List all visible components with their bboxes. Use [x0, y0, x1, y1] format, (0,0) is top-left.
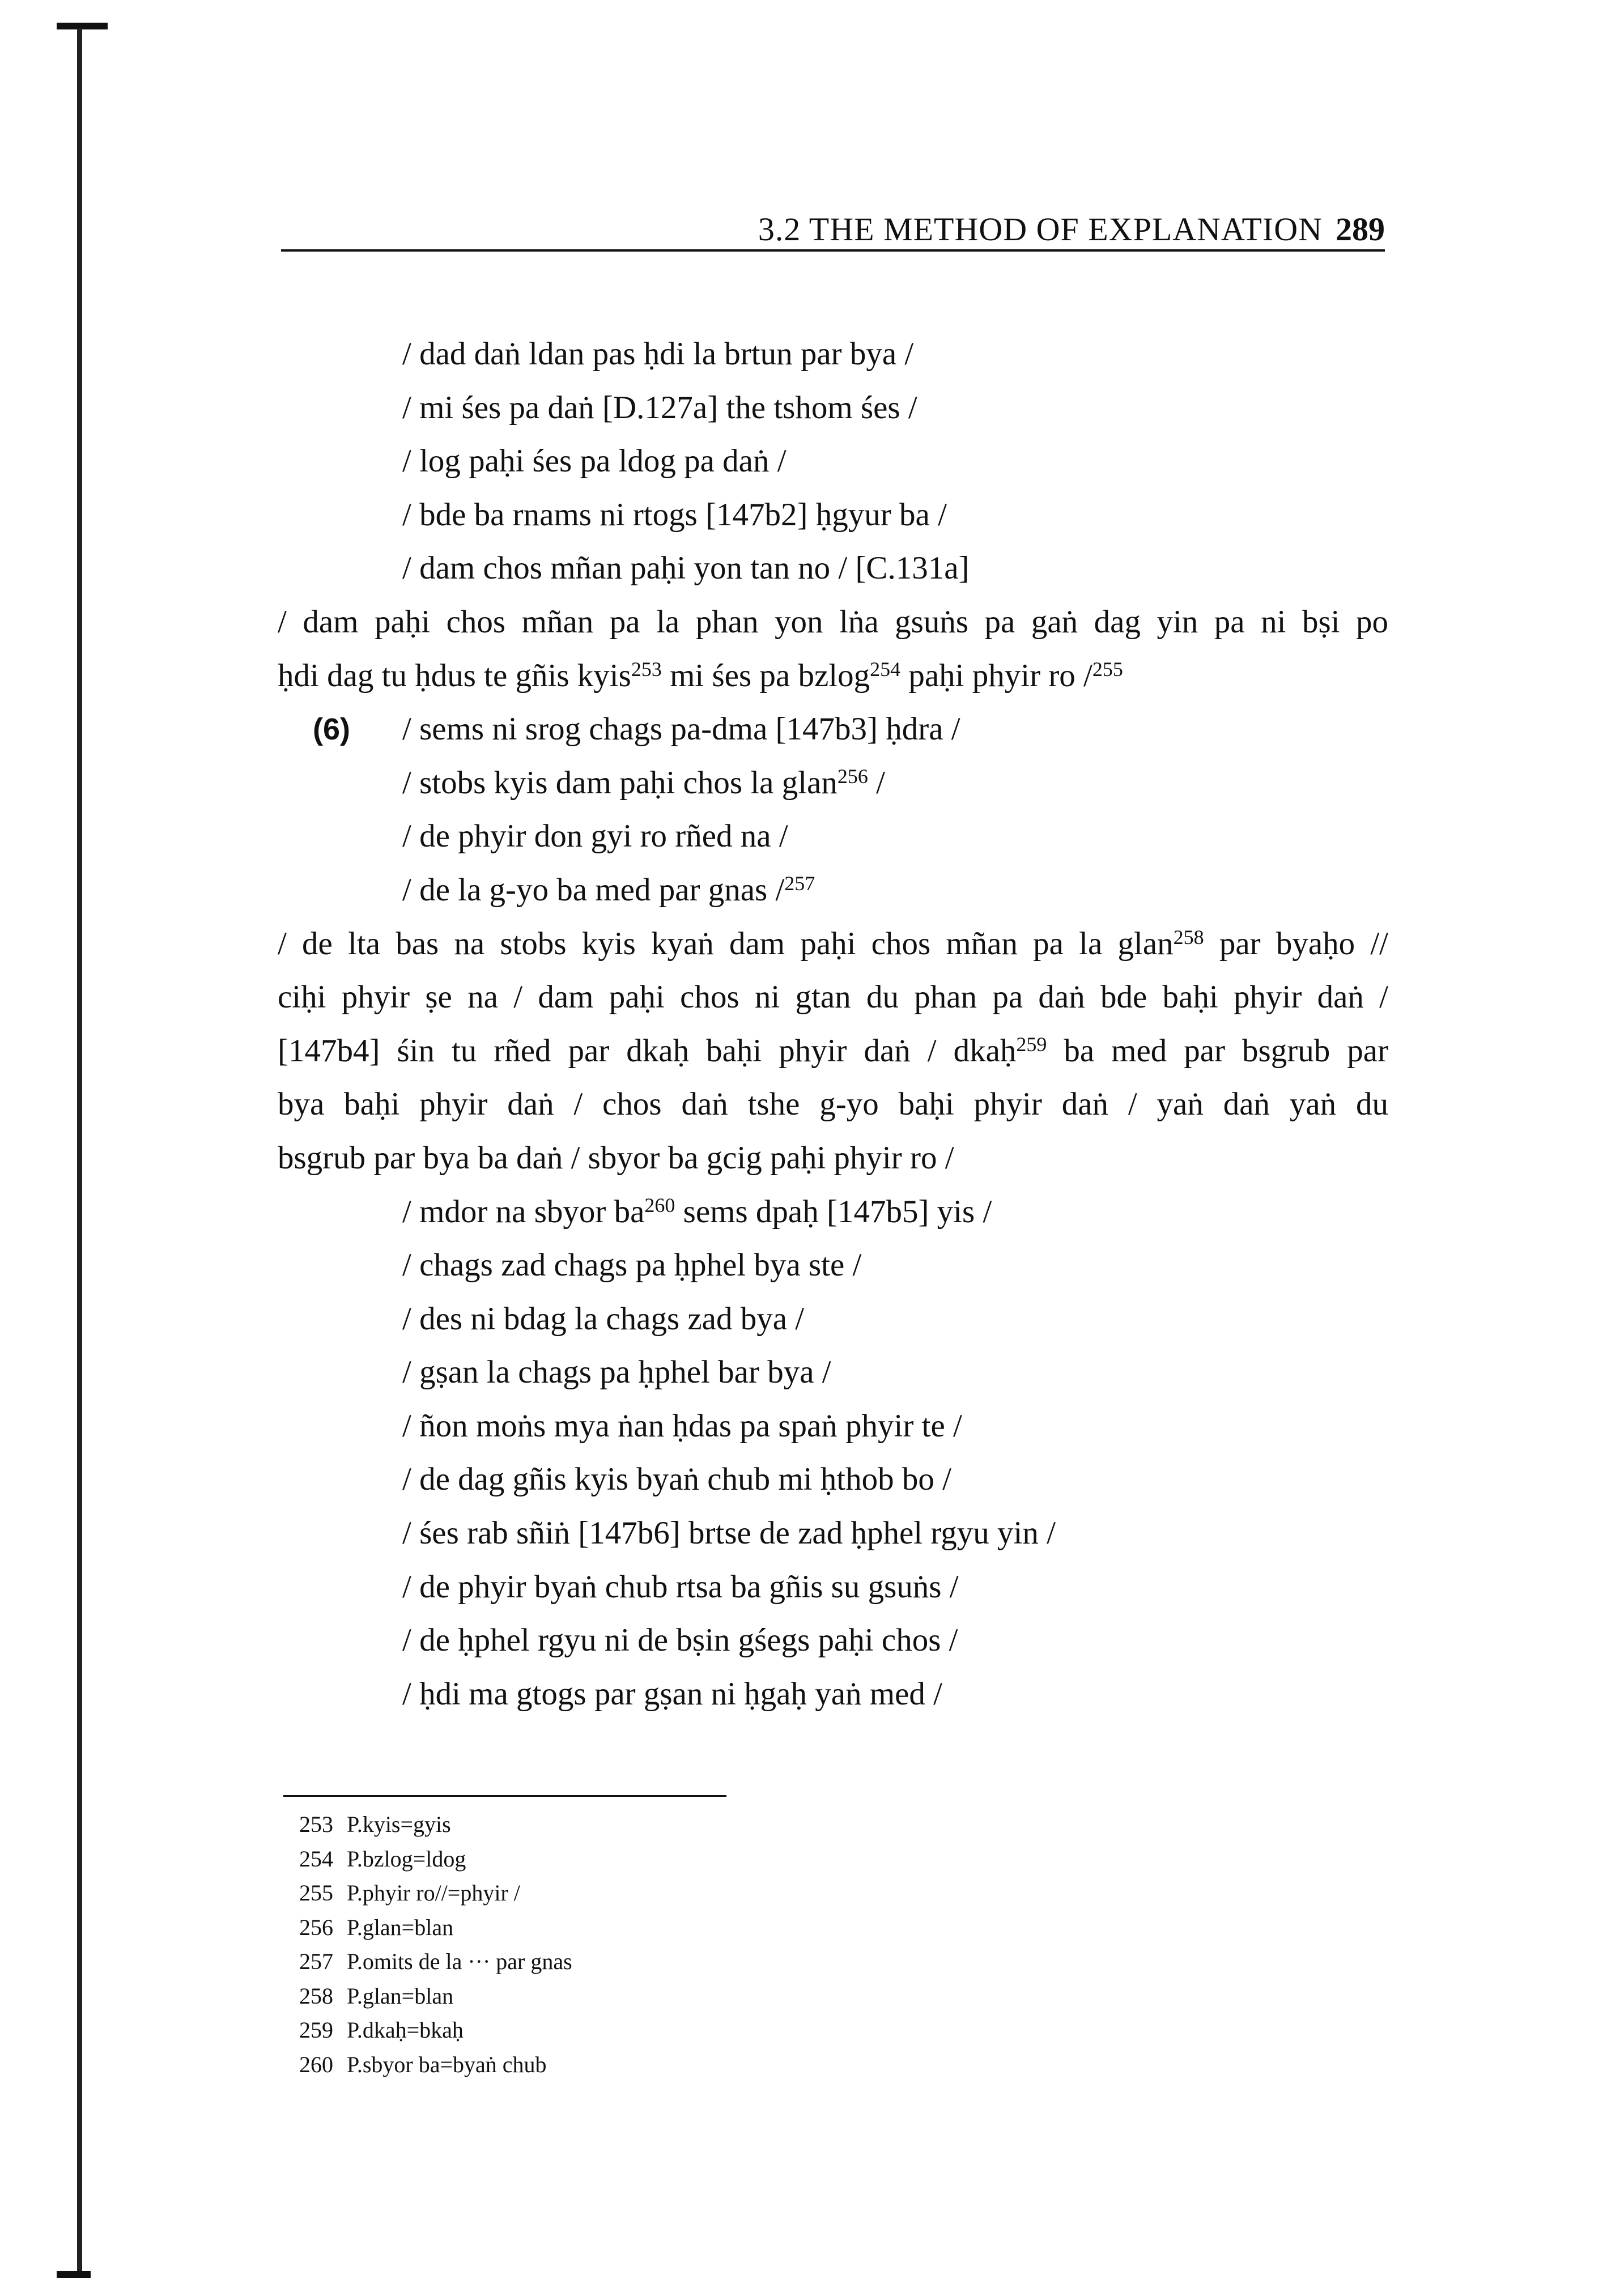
footnote-reference: 256 — [837, 764, 868, 788]
text-run: / — [868, 764, 885, 801]
section-title: 3.2 THE METHOD OF EXPLANATION — [758, 211, 1323, 248]
footnote-number: 260 — [299, 2051, 333, 2077]
footnote-number: 256 — [299, 1914, 333, 1940]
text-run: sems dpaḥ [147b5] yis / — [675, 1193, 992, 1230]
prose-line — [278, 971, 1388, 1024]
text-run: / de phyir don gyi ro rñed na / — [402, 818, 788, 854]
prose-line — [278, 596, 1388, 649]
text-run: / de la g-yo ba med par gnas / — [402, 871, 785, 908]
verse-line — [278, 756, 1388, 810]
verse-line — [278, 435, 1388, 488]
footnote — [299, 1911, 1092, 1945]
text-run: / dam chos mñan paḥi yon tan no / [C.131a] — [402, 550, 970, 586]
text-run: ciḥi phyir ṣe na / dam paḥi chos ni gtan du phan pa daṅ bde baḥi phyir daṅ / — [278, 979, 1388, 1015]
text-run: / ḥdi ma gtogs par gṣan ni ḥgaḥ yaṅ med / — [402, 1676, 942, 1712]
text-run: mi śes pa bzlog — [661, 657, 870, 694]
footnote — [299, 2048, 1092, 2082]
footnote-reference: 260 — [644, 1193, 675, 1217]
footnote-text: P.kyis=gyis — [347, 1812, 451, 1837]
verse-number: (6) — [313, 712, 350, 747]
binding-mark — [57, 23, 61, 2278]
text-run: / de phyir byaṅ chub rtsa ba gñis su gsuṅs / — [402, 1568, 959, 1605]
verse-line — [278, 864, 1388, 917]
verse-line — [278, 810, 1388, 864]
binding-mark-line — [77, 28, 82, 2278]
verse-line — [278, 328, 1388, 381]
text-run: / dad daṅ ldan pas ḥdi la brtun par bya / — [402, 336, 914, 372]
verse-line — [278, 1346, 1388, 1400]
footnote-text: P.omits de la ··· par gnas — [347, 1949, 572, 1974]
text-run: / mdor na sbyor ba — [402, 1193, 645, 1230]
text-run: / dam paḥi chos mñan pa la phan yon lṅa gsuṅs pa gaṅ dag yin pa ni bṣi po — [278, 603, 1388, 640]
text-run: / chags zad chags pa ḥphel bya ste / — [402, 1247, 862, 1283]
footnote — [299, 2013, 1092, 2048]
verse-line — [278, 1561, 1388, 1614]
prose-line — [278, 649, 1388, 703]
text-run: ba med par bsgrub par — [1047, 1032, 1388, 1069]
verse-line — [278, 1614, 1388, 1668]
footnote-reference: 253 — [631, 657, 662, 681]
footnote-number: 258 — [299, 1983, 333, 2009]
footnote-separator — [283, 1795, 726, 1797]
verse-line — [278, 542, 1388, 596]
footnote-text: P.dkaḥ=bkaḥ — [347, 2017, 464, 2043]
prose-line — [278, 1024, 1388, 1078]
footnote-text: P.bzlog=ldog — [347, 1846, 466, 1872]
text-run: / de ḥphel rgyu ni de bṣin gśegs paḥi chos / — [402, 1622, 958, 1659]
text-run: / de lta bas na stobs kyis kyaṅ dam paḥi chos mñan pa la glan — [278, 925, 1174, 962]
text-run: paḥi phyir ro / — [900, 657, 1092, 694]
text-run: bsgrub par bya ba daṅ / sbyor ba gcig paḥi phyir ro / — [278, 1140, 954, 1176]
footnote — [299, 1979, 1092, 2014]
prose-line — [278, 1132, 1388, 1185]
verse-line — [278, 1400, 1388, 1453]
text-run: / log paḥi śes pa ldog pa daṅ / — [402, 443, 787, 479]
footnote-number: 254 — [299, 1846, 333, 1872]
verse-line — [278, 1668, 1388, 1721]
binding-mark-top — [57, 23, 108, 29]
text-run: [147b4] śin tu rñed par dkaḥ baḥi phyir daṅ / dkaḥ — [278, 1032, 1017, 1069]
text-run: / gṣan la chags pa ḥphel bar bya / — [402, 1354, 831, 1391]
text-run: bya baḥi phyir daṅ / chos daṅ tshe g-yo baḥi phyir daṅ / yaṅ daṅ yaṅ du — [278, 1086, 1388, 1123]
text-run: par byaḥo // — [1204, 925, 1388, 962]
verse-line — [278, 1507, 1388, 1561]
text-run: / stobs kyis dam paḥi chos la glan — [402, 764, 837, 801]
text-run: / sems ni srog chags pa-dma [147b3] ḥdra / — [402, 711, 960, 747]
footnote-number: 253 — [299, 1812, 333, 1837]
footnote — [299, 1842, 1092, 1877]
verse-line — [278, 381, 1388, 435]
text-run: / mi śes pa daṅ [D.127a] the tshom śes / — [402, 389, 917, 426]
verse-line — [278, 488, 1388, 542]
text-run: / de dag gñis kyis byaṅ chub mi ḥthob bo / — [402, 1461, 951, 1498]
footnote-reference: 254 — [870, 657, 901, 681]
running-header — [281, 210, 1385, 252]
text-run: / ñon moṅs mya ṅan ḥdas pa spaṅ phyir te / — [402, 1408, 962, 1444]
footnote-number: 257 — [299, 1949, 333, 1974]
footnote-reference: 258 — [1173, 925, 1204, 949]
footnote-reference: 259 — [1016, 1032, 1047, 1056]
verse-line — [278, 1185, 1388, 1239]
footnote-text: P.sbyor ba=byaṅ chub — [347, 2051, 547, 2077]
verse-line — [278, 1292, 1388, 1346]
footnote-reference: 257 — [784, 871, 815, 895]
main-text — [278, 328, 1388, 1721]
page-number: 289 — [1336, 211, 1385, 248]
verse-line — [278, 1453, 1388, 1507]
footnote — [299, 1808, 1092, 1842]
prose-line — [278, 917, 1388, 971]
footnote — [299, 1876, 1092, 1911]
prose-line — [278, 1078, 1388, 1132]
footnote-reference: 255 — [1092, 657, 1123, 681]
footnote-number: 255 — [299, 1880, 333, 1906]
footnote-text: P.glan=blan — [347, 1914, 454, 1940]
binding-mark-bottom — [57, 2271, 91, 2278]
verse-line — [278, 703, 1388, 756]
footnotes — [299, 1808, 1092, 2082]
footnote — [299, 1945, 1092, 1979]
text-run: / des ni bdag la chags zad bya / — [402, 1300, 805, 1337]
footnote-number: 259 — [299, 2017, 333, 2043]
verse-line — [278, 1239, 1388, 1292]
text-run: ḥdi dag tu ḥdus te gñis kyis — [278, 657, 631, 694]
footnote-text: P.phyir ro//=phyir / — [347, 1880, 520, 1906]
text-run: / bde ba rnams ni rtogs [147b2] ḥgyur ba / — [402, 496, 947, 533]
footnote-text: P.glan=blan — [347, 1983, 454, 2009]
text-run: / śes rab sñiṅ [147b6] brtse de zad ḥphel rgyu yin / — [402, 1515, 1056, 1551]
